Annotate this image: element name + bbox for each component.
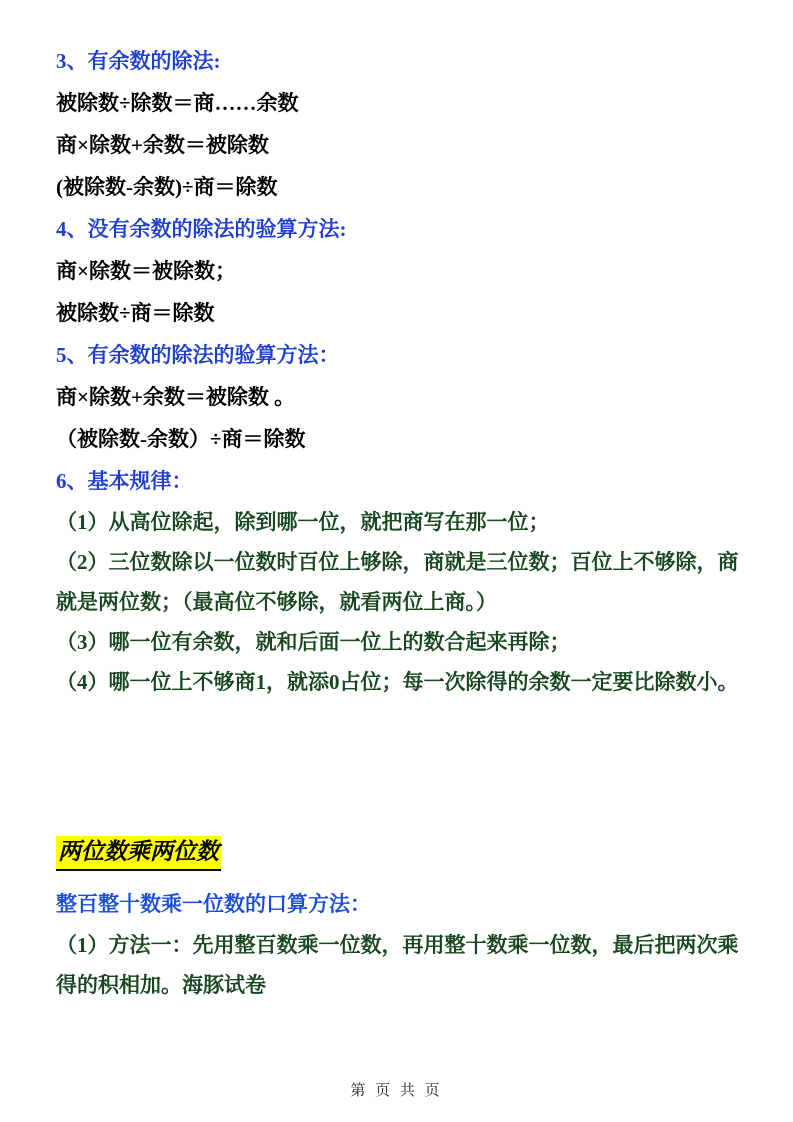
section-spacer [56,702,746,832]
chapter-title-row [56,836,746,871]
section-6-rule-2: （2）三位数除以一位数时百位上够除，商就是三位数；百位上不够除，商就是两位数；（最高位不够除，就看两位上商。） [56,550,739,614]
chapter-paragraph-1: （1）方法一：先用整百数乘一位数，再用整十数乘一位数，最后把两次乘得的积相加。海豚试卷 [56,933,739,997]
section-heading-3: 3、有余数的除法: [56,49,221,73]
chapter-title: 两位数乘两位数 [56,836,221,871]
section-6-rule-3: （3）哪一位有余数，就和后面一位上的数合起来再除； [56,630,571,654]
section-4-line-1: 商×除数＝被除数； [56,259,236,283]
section-3-line-2: 商×除数+余数＝被除数 [56,133,269,157]
section-heading-4: 4、没有余数的除法的验算方法: [56,217,347,241]
section-6-rule-4: （4）哪一位上不够商1，就添0占位；每一次除得的余数一定要比除数小。 [56,670,739,694]
section-6-rule-1: （1）从高位除起，除到哪一位，就把商写在那一位； [56,510,550,534]
section-heading-5: 5、有余数的除法的验算方法： [56,343,340,367]
chapter-subheading: 整百整十数乘一位数的口算方法： [56,892,371,916]
section-4-line-2: 被除数÷商＝除数 [56,301,215,325]
section-5-line-2: （被除数-余数）÷商＝除数 [56,427,306,451]
document-content [56,40,746,1005]
section-5-line-1: 商×除数+余数＝被除数 。 [56,385,296,409]
section-3-line-3: (被除数-余数)÷商＝除数 [56,175,278,199]
page-footer: 第 页 共 页 [350,1083,443,1099]
section-heading-6: 6、基本规律： [56,469,193,493]
section-3-line-1: 被除数÷除数＝商……余数 [56,91,299,115]
